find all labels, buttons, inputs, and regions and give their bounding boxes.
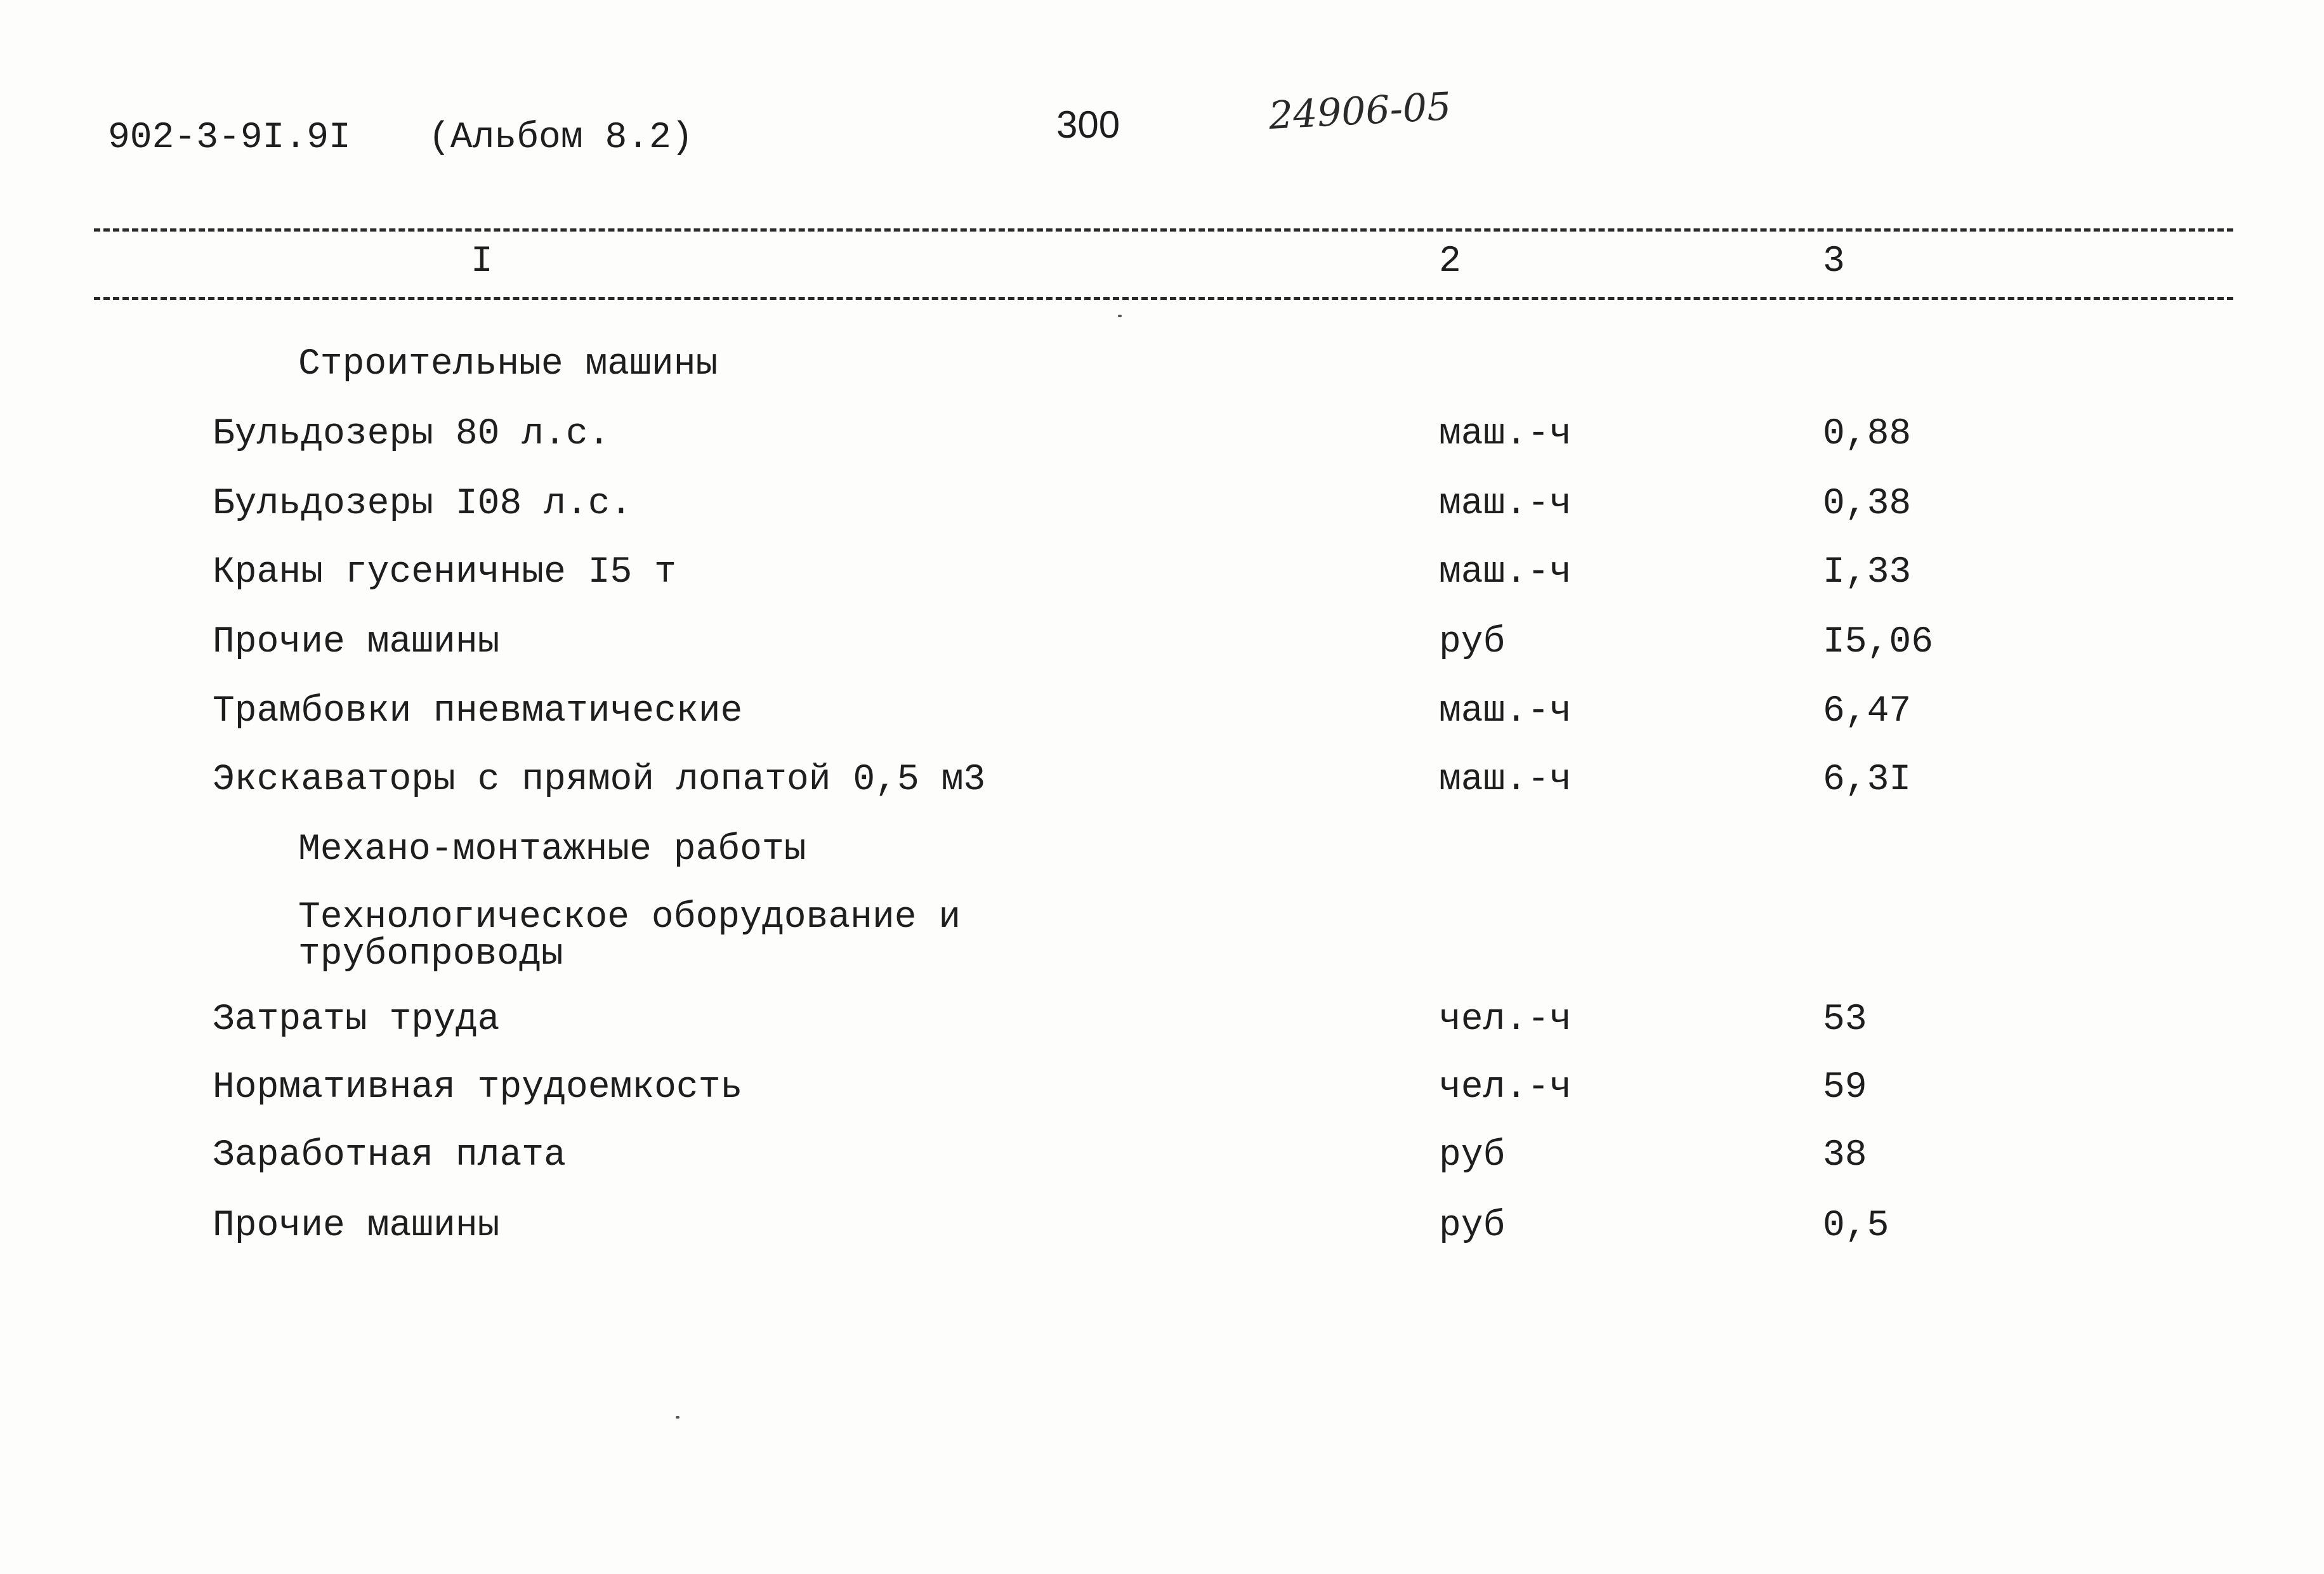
unit-cell: чел.-ч xyxy=(1439,1067,1572,1108)
resource-name: Бульдозеры 80 л.с. xyxy=(213,414,610,455)
section-heading-row xyxy=(0,897,2324,975)
document-code: 902-3-9I.9I xyxy=(108,117,351,159)
resource-name: Затраты труда xyxy=(213,999,500,1040)
table-row xyxy=(0,1001,2324,1052)
value-cell: 6,3I xyxy=(1823,759,1912,801)
column-number-1: I xyxy=(471,241,493,282)
resource-name: Нормативная трудоемкость xyxy=(213,1067,743,1108)
column-number-3: 3 xyxy=(1823,241,1845,282)
table-header-bottom-rule xyxy=(94,297,2233,300)
section-heading: Технологическое оборудование и трубопроводы xyxy=(298,897,961,975)
unit-cell: маш.-ч xyxy=(1439,414,1572,455)
section-heading: Строительные машины xyxy=(298,344,718,385)
handwritten-note: 24906-05 xyxy=(1268,84,1452,138)
unit-cell: чел.-ч xyxy=(1439,999,1572,1040)
value-cell: 59 xyxy=(1823,1067,1867,1108)
resource-name: Экскаваторы с прямой лопатой 0,5 м3 xyxy=(213,759,986,801)
value-cell: 0,5 xyxy=(1823,1205,1889,1247)
value-cell: I,33 xyxy=(1823,552,1912,593)
scan-speck xyxy=(1118,315,1122,317)
unit-cell: маш.-ч xyxy=(1439,691,1572,732)
table-header-top-rule xyxy=(94,228,2233,232)
section-heading-row xyxy=(0,831,2324,882)
page-number: 300 xyxy=(1056,103,1120,146)
table-row xyxy=(0,416,2324,466)
value-cell: 0,38 xyxy=(1823,483,1912,525)
scan-speck xyxy=(676,1416,679,1419)
value-cell: I5,06 xyxy=(1823,622,1934,663)
column-number-2: 2 xyxy=(1439,241,1461,282)
resource-name: Трамбовки пневматические xyxy=(213,691,743,732)
value-cell: 6,47 xyxy=(1823,691,1912,732)
section-heading: Механо-монтажные работы xyxy=(298,829,806,870)
unit-cell: руб xyxy=(1439,1135,1506,1176)
resource-name: Бульдозеры I08 л.с. xyxy=(213,483,633,525)
table-row xyxy=(0,761,2324,812)
table-row xyxy=(0,554,2324,605)
resource-name: Прочие машины xyxy=(213,622,500,663)
value-cell: 0,88 xyxy=(1823,414,1912,455)
section-heading-row xyxy=(0,346,2324,397)
unit-cell: маш.-ч xyxy=(1439,483,1572,525)
resource-name: Заработная плата xyxy=(213,1135,566,1176)
unit-cell: руб xyxy=(1439,1205,1506,1247)
table-row xyxy=(0,624,2324,674)
table-row xyxy=(0,1137,2324,1188)
unit-cell: маш.-ч xyxy=(1439,552,1572,593)
table-row xyxy=(0,1069,2324,1120)
value-cell: 53 xyxy=(1823,999,1867,1040)
table-row xyxy=(0,485,2324,536)
table-row xyxy=(0,693,2324,744)
resource-name: Краны гусеничные I5 т xyxy=(213,552,676,593)
value-cell: 38 xyxy=(1823,1135,1867,1176)
resource-name: Прочие машины xyxy=(213,1205,500,1247)
unit-cell: руб xyxy=(1439,622,1506,663)
album-label: (Альбом 8.2) xyxy=(428,117,693,159)
table-row xyxy=(0,1207,2324,1258)
unit-cell: маш.-ч xyxy=(1439,759,1572,801)
